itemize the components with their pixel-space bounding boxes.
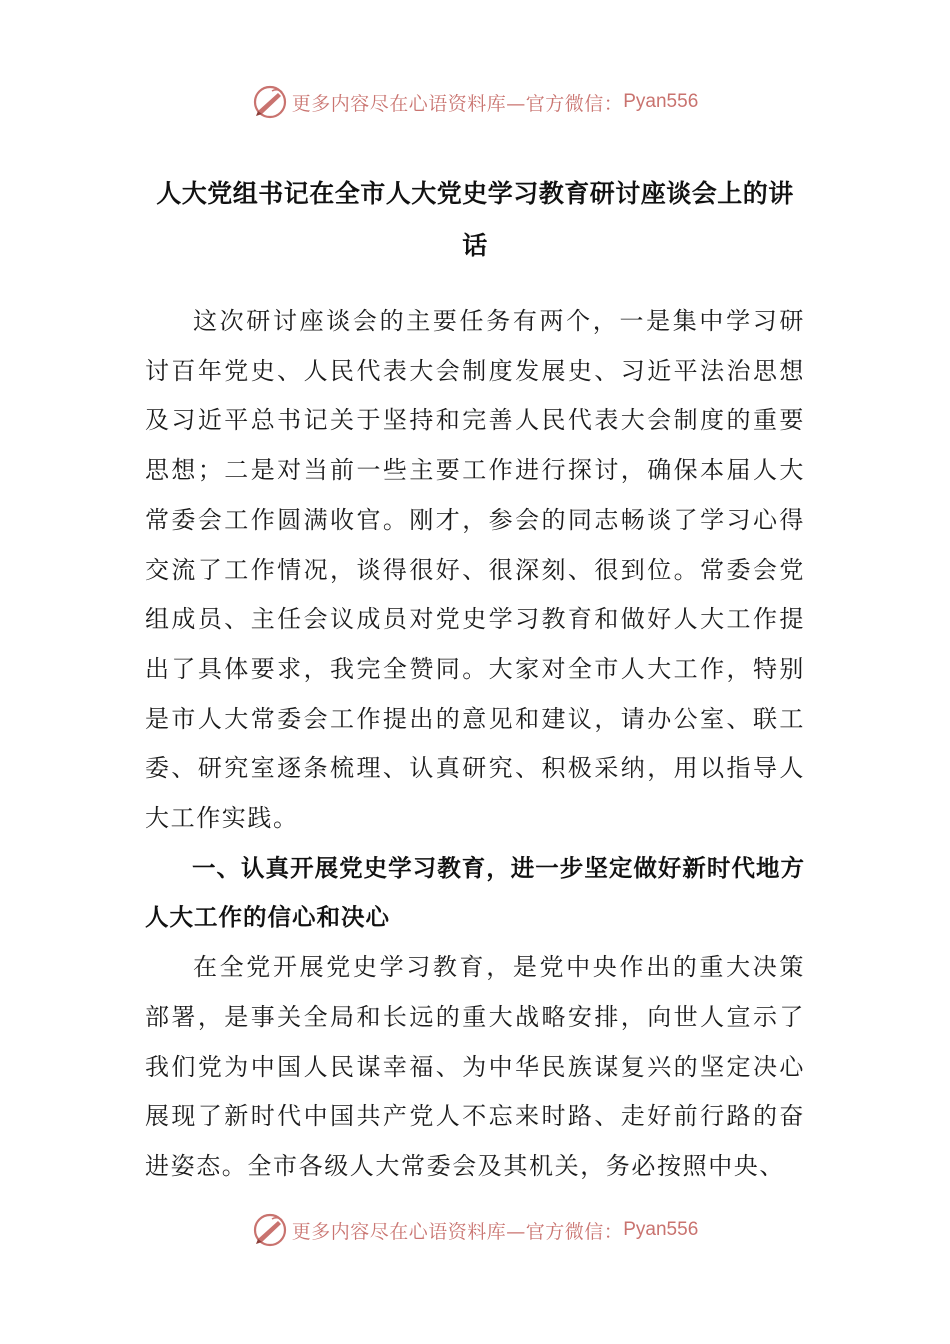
intro-paragraph: 这次研讨座谈会的主要任务有两个，一是集中学习研讨百年党史、人民代表大会制度发展史、习近平法治思想及习近平总书记关于坚持和完善人民代表大会制度的重要思想；二是对当前一些主要工作进行探讨，确保本届人大常委会工作圆满收官。刚才，参会的同志畅谈了学习心得交流了工作情况，谈得很好、很深刻、很到位。常委会党组成员、主任会议成员对党史学习教育和做好人大工作提出了具体要求，我完全赞同。大家对全市人大工作，特别是市人大常委会工作提出的意见和建议，请办公室、联工委、研究室逐条梳理、认真研究、积极采纳，用以指导人大工作实践。 <box>145 307 805 833</box>
pen-logo-icon <box>252 1212 288 1248</box>
banner-wechat-id: Pyan556 <box>623 91 699 112</box>
section-1-paragraph: 在全党开展党史学习教育，是党中央作出的重大决策部署，是事关全局和长远的重大战略安排，向世人宣示了我们党为中国人民谋幸福、为中华民族谋复兴的坚定决心展现了新时代中国共产党人不忘来时路、走好前行路的奋进姿态。全市各级人大常委会及其机关，务必按照中央、 <box>145 953 805 1180</box>
document-title: 人大党组书记在全市人大党史学习教育研讨座谈会上的讲话 <box>156 179 794 260</box>
pen-logo-icon <box>252 84 288 120</box>
header-watermark-banner <box>0 82 950 122</box>
banner-wechat-id: Pyan556 <box>623 1219 699 1240</box>
banner-text: 更多内容尽在心语资料库—官方微信： <box>291 92 624 115</box>
footer-watermark-banner <box>0 1210 950 1250</box>
banner-text: 更多内容尽在心语资料库—官方微信： <box>291 1220 624 1243</box>
section-heading-1: 一、认真开展党史学习教育，进一步坚定做好新时代地方人大工作的信心和决心 <box>145 853 805 932</box>
document-body <box>145 297 805 1192</box>
